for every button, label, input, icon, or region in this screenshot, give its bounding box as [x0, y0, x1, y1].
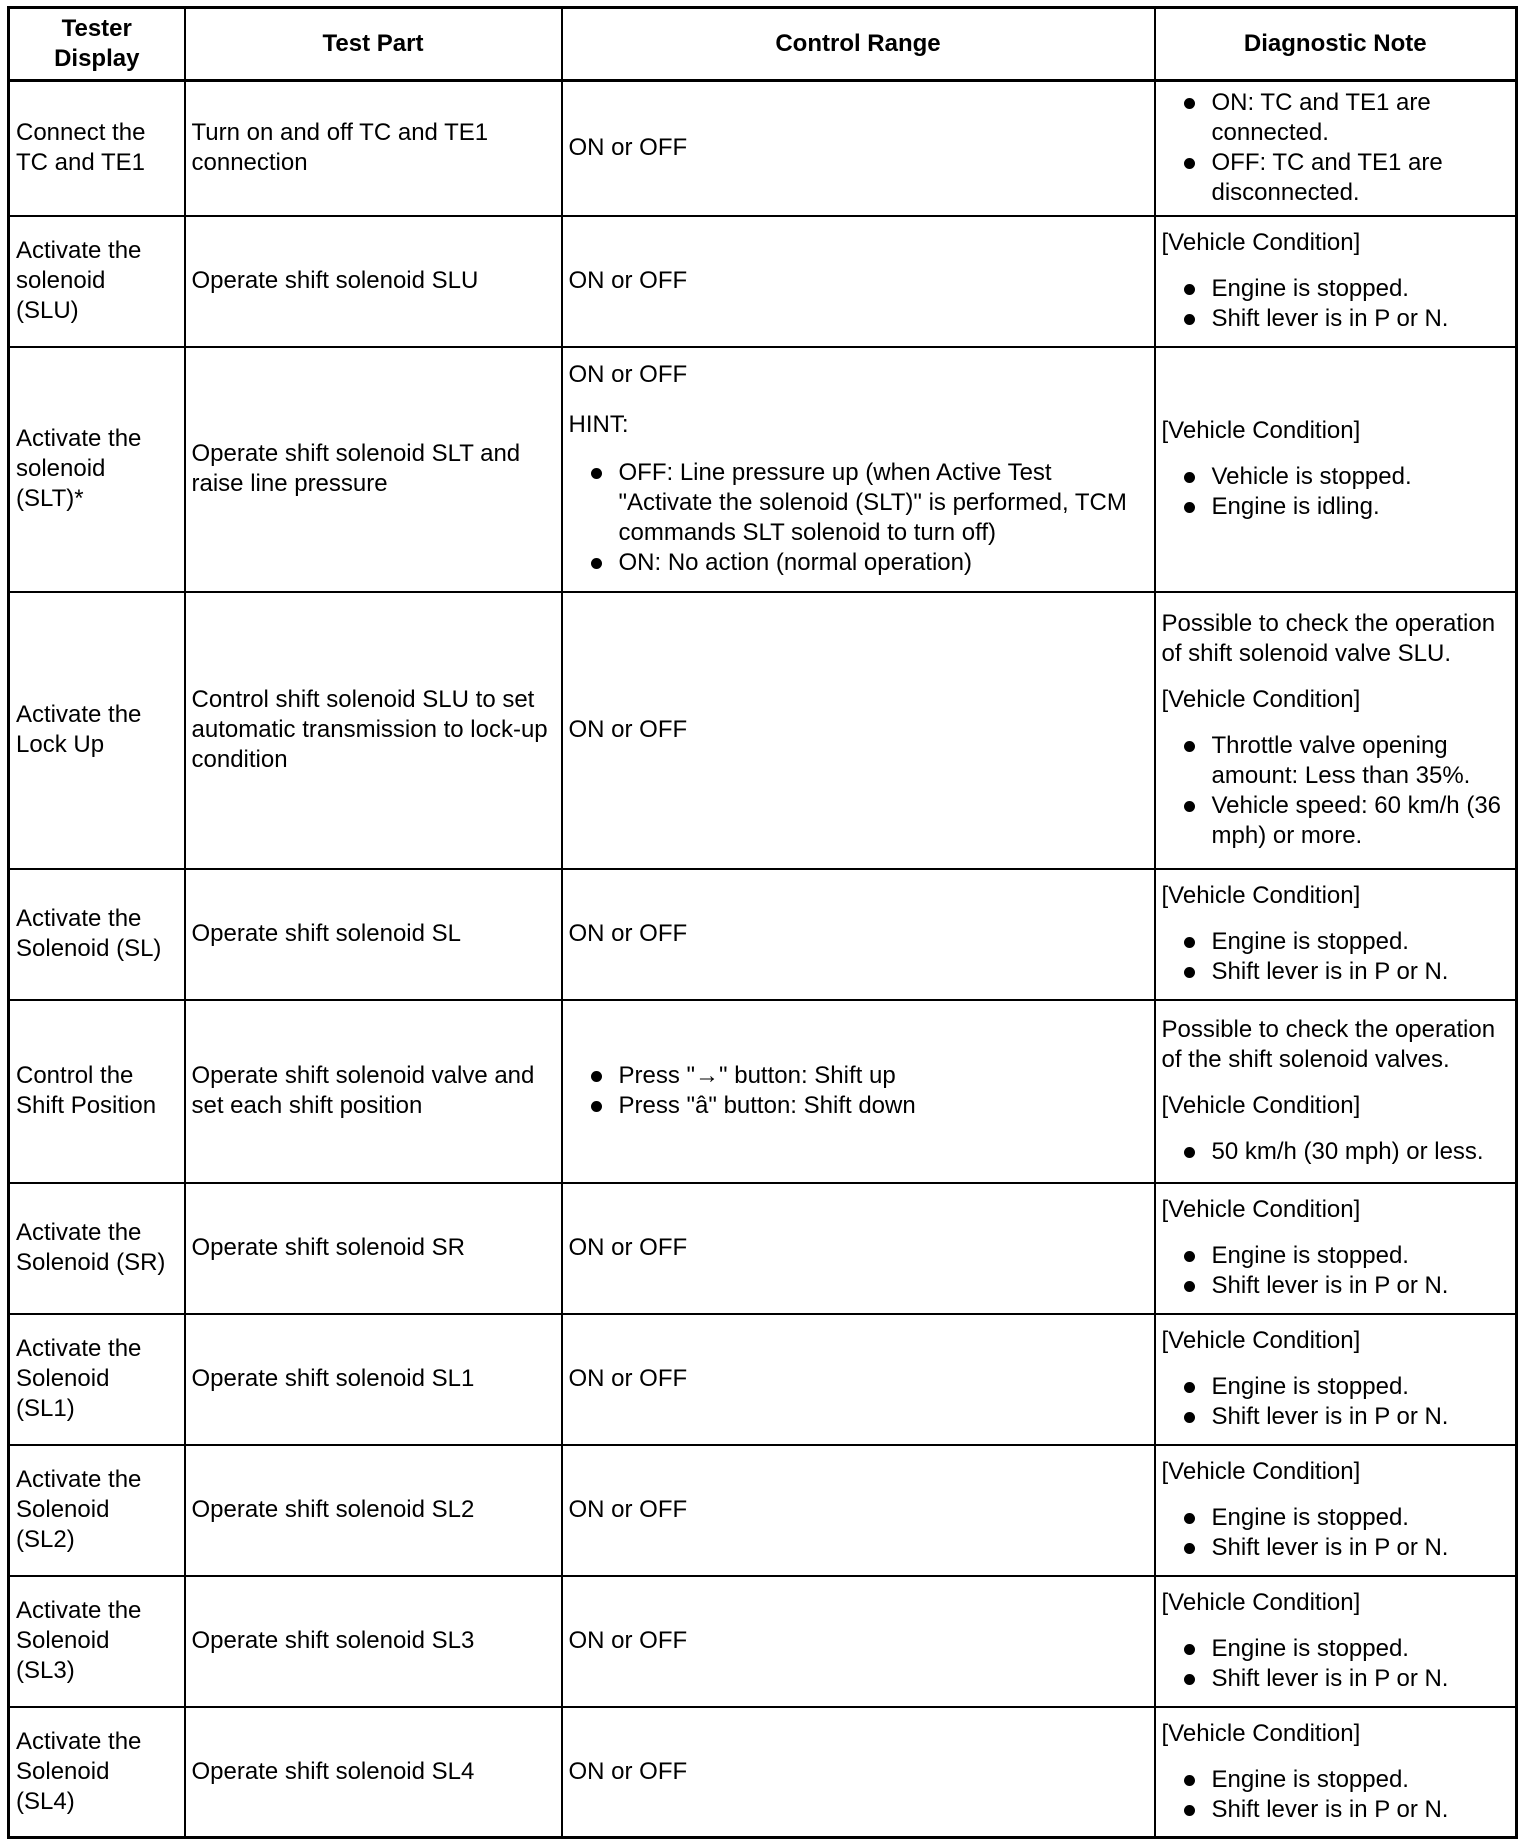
table-row: [9, 1707, 1517, 1838]
note-condition-label: [Vehicle Condition]: [1161, 1092, 1361, 1119]
note-condition-label: [Vehicle Condition]: [1161, 1196, 1361, 1223]
note-bullet: ON: TC and TE1 are connected.: [1182, 88, 1510, 148]
table-row: [9, 592, 1517, 869]
note-bullet: 50 km/h (30 mph) or less.: [1182, 1137, 1510, 1167]
tester-display-cell: [9, 1707, 185, 1838]
test-part-text: Control shift solenoid SLU to set automatic transmission to lock-up condition: [191, 686, 548, 773]
tester-display-cell: [9, 1183, 185, 1314]
note-bullet-list: [1162, 1503, 1510, 1563]
note-bullet-list: [1162, 462, 1510, 522]
diagnostic-note-cell: [1155, 216, 1517, 347]
note-condition-label: [Vehicle Condition]: [1161, 417, 1361, 444]
diagnostic-note-cell: [1155, 1707, 1517, 1838]
note-bullet: Engine is stopped.: [1182, 1634, 1510, 1664]
tester-display-text: Activate the Solenoid (SL3): [16, 1597, 142, 1684]
note-condition-label: [Vehicle Condition]: [1161, 882, 1361, 909]
tester-display-cell: [9, 1314, 185, 1445]
table-row: [9, 1000, 1517, 1183]
tester-display-text: Activate the solenoid (SLU): [16, 237, 142, 324]
tester-display-cell: [9, 592, 185, 869]
control-range-text: ON or OFF: [568, 1627, 688, 1654]
note-bullet: Engine is stopped.: [1182, 927, 1510, 957]
diagnostic-note-cell: [1155, 1576, 1517, 1707]
control-range-cell: [562, 592, 1155, 869]
diagnostic-note-cell: [1155, 1183, 1517, 1314]
note-bullet: Shift lever is in P or N.: [1182, 1664, 1510, 1694]
control-bullet: Press "â" button: Shift down: [589, 1091, 1148, 1121]
table-row: [9, 81, 1517, 216]
tester-display-cell: [9, 347, 185, 592]
note-condition-label: [Vehicle Condition]: [1161, 1458, 1361, 1485]
table-row: [9, 347, 1517, 592]
test-part-cell: [185, 1314, 562, 1445]
test-part-cell: [185, 347, 562, 592]
diagnostic-note-cell: [1155, 1445, 1517, 1576]
note-bullet-list: [1162, 731, 1510, 851]
tester-display-text: Activate the solenoid (SLT)*: [16, 425, 142, 512]
test-part-text: Operate shift solenoid valve and set each shift position: [191, 1062, 535, 1119]
control-range-text: ON or OFF: [568, 1365, 688, 1392]
note-bullet: Engine is stopped.: [1182, 274, 1510, 304]
note-bullet: Shift lever is in P or N.: [1182, 1533, 1510, 1563]
tester-display-text: Activate the Lock Up: [16, 701, 142, 758]
note-condition-label: [Vehicle Condition]: [1161, 1327, 1361, 1354]
tester-display-cell: [9, 1000, 185, 1183]
note-bullet: Shift lever is in P or N.: [1182, 1271, 1510, 1301]
header-diagnostic-note: Diagnostic Note: [1155, 8, 1517, 81]
test-part-cell: [185, 1000, 562, 1183]
table-row: [9, 1183, 1517, 1314]
tester-display-text: Control the Shift Position: [16, 1062, 157, 1119]
header-tester-display: Tester Display: [9, 8, 185, 81]
note-bullet-list: [1162, 1372, 1510, 1432]
tester-display-text: Activate the Solenoid (SL): [16, 905, 162, 962]
diagnostic-note-cell: [1155, 1000, 1517, 1183]
note-bullet-list: [1162, 927, 1510, 987]
diagnostic-note-cell: [1155, 1314, 1517, 1445]
note-bullet: Vehicle is stopped.: [1182, 462, 1510, 492]
table-row: [9, 216, 1517, 347]
note-bullet: Shift lever is in P or N.: [1182, 957, 1510, 987]
active-test-table-sheet: [7, 6, 1515, 1839]
header-test-part: Test Part: [185, 8, 562, 81]
note-bullet: Engine is stopped.: [1182, 1503, 1510, 1533]
control-range-cell: [562, 869, 1155, 1000]
test-part-cell: [185, 1183, 562, 1314]
control-range-cell: [562, 1707, 1155, 1838]
control-bullet-list: [569, 1061, 1148, 1121]
control-range-cell: [562, 1000, 1155, 1183]
note-bullet: Engine is stopped.: [1182, 1372, 1510, 1402]
test-part-text: Turn on and off TC and TE1 connection: [191, 119, 489, 177]
control-bullet-list: [569, 458, 1148, 578]
note-bullet-list: [1162, 274, 1510, 334]
tester-display-cell: [9, 869, 185, 1000]
diagnostic-note-cell: [1155, 81, 1517, 216]
active-test-table: [7, 6, 1518, 1839]
control-range-text: ON or OFF: [568, 267, 688, 294]
test-part-cell: [185, 81, 562, 216]
control-range-text: ON or OFF: [568, 716, 688, 743]
table-row: [9, 1314, 1517, 1445]
note-bullet: OFF: TC and TE1 are disconnected.: [1182, 148, 1510, 208]
note-bullet-list: [1162, 88, 1510, 208]
note-bullet: Shift lever is in P or N.: [1182, 1402, 1510, 1432]
test-part-text: Operate shift solenoid SL1: [191, 1365, 475, 1392]
control-range-text: ON or OFF: [568, 1234, 688, 1261]
tester-display-cell: [9, 216, 185, 347]
control-range-cell: [562, 216, 1155, 347]
note-bullet: Throttle valve opening amount: Less than 35%.: [1182, 731, 1510, 791]
tester-display-cell: [9, 81, 185, 216]
tester-display-text: Connect the TC and TE1: [16, 119, 146, 177]
control-bullet: OFF: Line pressure up (when Active Test "Activate the solenoid (SLT)" is performed, TCM commands SLT solenoid to turn off): [589, 458, 1148, 548]
diagnostic-note-cell: [1155, 869, 1517, 1000]
note-bullet: Engine is idling.: [1182, 492, 1510, 522]
control-hint-label: HINT:: [568, 411, 629, 438]
control-range-text: ON or OFF: [568, 1496, 688, 1523]
header-control-range: Control Range: [562, 8, 1155, 81]
test-part-cell: [185, 1445, 562, 1576]
test-part-text: Operate shift solenoid SLU: [191, 267, 479, 294]
header-row: [9, 8, 1517, 81]
note-bullet: Shift lever is in P or N.: [1182, 1795, 1510, 1825]
test-part-text: Operate shift solenoid SL4: [191, 1757, 475, 1785]
tester-display-text: Activate the Solenoid (SL4): [16, 1727, 142, 1815]
test-part-cell: [185, 1707, 562, 1838]
control-range-text: ON or OFF: [568, 134, 688, 162]
note-bullet: Shift lever is in P or N.: [1182, 304, 1510, 334]
tester-display-cell: [9, 1576, 185, 1707]
table-row: [9, 869, 1517, 1000]
note-intro-text: Possible to check the operation of shift solenoid valve SLU.: [1161, 610, 1496, 667]
note-condition-label: [Vehicle Condition]: [1161, 229, 1361, 256]
note-intro-text: Possible to check the operation of the shift solenoid valves.: [1161, 1016, 1496, 1073]
table-row: [9, 1576, 1517, 1707]
note-bullet: Engine is stopped.: [1182, 1765, 1510, 1795]
test-part-text: Operate shift solenoid SL: [191, 920, 461, 947]
control-range-text: ON or OFF: [568, 920, 688, 947]
test-part-text: Operate shift solenoid SR: [191, 1234, 465, 1261]
test-part-cell: [185, 1576, 562, 1707]
tester-display-text: Activate the Solenoid (SL2): [16, 1466, 142, 1553]
control-range-cell: [562, 1576, 1155, 1707]
control-range-cell: [562, 1183, 1155, 1314]
test-part-cell: [185, 592, 562, 869]
diagnostic-note-cell: [1155, 347, 1517, 592]
note-bullet-list: [1162, 1765, 1510, 1825]
note-condition-label: [Vehicle Condition]: [1161, 1589, 1361, 1616]
test-part-text: Operate shift solenoid SL2: [191, 1496, 475, 1523]
tester-display-text: Activate the Solenoid (SR): [16, 1219, 166, 1276]
control-range-cell: [562, 1314, 1155, 1445]
control-range-cell: [562, 81, 1155, 216]
test-part-text: Operate shift solenoid SLT and raise line pressure: [191, 440, 521, 497]
test-part-text: Operate shift solenoid SL3: [191, 1627, 475, 1654]
test-part-cell: [185, 216, 562, 347]
note-bullet: Vehicle speed: 60 km/h (36 mph) or more.: [1182, 791, 1510, 851]
table-row: [9, 1445, 1517, 1576]
control-range-cell: [562, 347, 1155, 592]
tester-display-text: Activate the Solenoid (SL1): [16, 1335, 142, 1422]
note-bullet-list: [1162, 1137, 1510, 1167]
control-range-text: ON or OFF: [568, 361, 688, 388]
note-bullet-list: [1162, 1241, 1510, 1301]
control-bullet: Press "→" button: Shift up: [589, 1061, 1148, 1091]
control-bullet: ON: No action (normal operation): [589, 548, 1148, 578]
control-range-cell: [562, 1445, 1155, 1576]
diagnostic-note-cell: [1155, 592, 1517, 869]
note-bullet: Engine is stopped.: [1182, 1241, 1510, 1271]
test-part-cell: [185, 869, 562, 1000]
note-condition-label: [Vehicle Condition]: [1161, 686, 1361, 713]
note-bullet-list: [1162, 1634, 1510, 1694]
note-condition-label: [Vehicle Condition]: [1161, 1719, 1361, 1747]
tester-display-cell: [9, 1445, 185, 1576]
control-range-text: ON or OFF: [568, 1757, 688, 1785]
